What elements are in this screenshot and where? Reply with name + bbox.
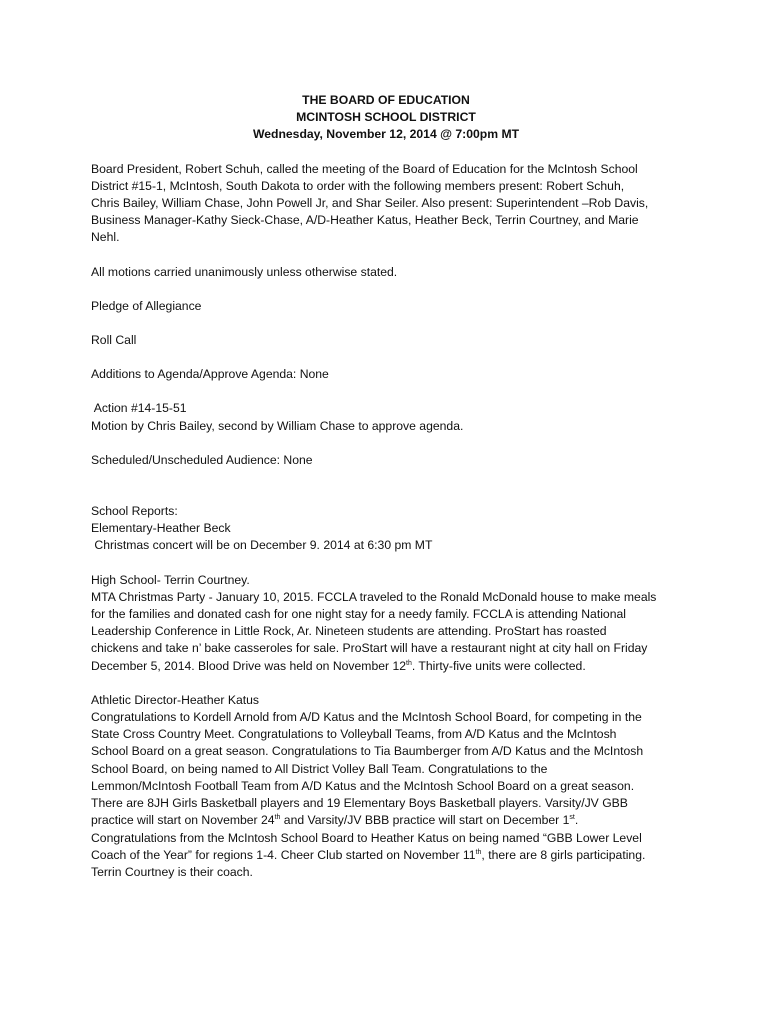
ordinal-suffix: th [274,814,281,822]
opening-paragraph [91,161,691,247]
high-school-line: chickens and take n’ bake casseroles for sale. ProStart will have a restaurant night at city hall on Friday [91,641,648,656]
athletic-text: practice will start on November 24 [91,813,275,828]
elementary-report-title: Elementary-Heather Beck [91,521,231,536]
athletic-line: There are 8JH Girls Basketball players and 19 Elementary Boys Basketball players. Varsity/JV GBB [91,796,628,811]
athletic-text: and Varsity/JV BBB practice will start on December 1 [280,813,570,828]
ordinal-suffix: th [406,659,412,667]
minutes-page [91,92,691,881]
header-district-name: MCINTOSH SCHOOL DISTRICT [296,110,476,125]
athletic-report [91,692,691,881]
ordinal-suffix: th [475,848,482,856]
athletic-line: State Cross Country Meet. Congratulations to Volleyball Teams, from A/D Katus and the McIntosh [91,727,617,742]
opening-line: Business Manager-Kathy Sieck-Chase, A/D-Heather Katus, Heather Beck, Terrin Courtney, and Marie [91,213,639,228]
opening-line: Chris Bailey, William Chase, John Powell Jr, and Shar Seiler. Also present: Superintendent –Rob Davis, [91,196,649,211]
athletic-text: , there are 8 girls participating. [481,847,646,862]
pledge-item: Pledge of Allegiance [91,298,202,313]
motions-note: All motions carried unanimously unless otherwise stated. [91,264,398,279]
document-header [81,92,691,144]
opening-line: District #15-1, McIntosh, South Dakota to order with the following members present: Robert Schuh, [91,178,625,193]
athletic-line: Lemmon/McIntosh Football Team from A/D Katus and the McIntosh School Board on a great season. [91,778,635,793]
school-reports-title: School Reports: [91,504,178,519]
high-school-text: December 5, 2014. Blood Drive was held on November 12 [91,658,407,673]
agenda-item: Additions to Agenda/Approve Agenda: None [91,367,329,382]
athletic-text: . [574,813,579,828]
athletic-line [91,812,691,829]
school-reports-block [91,503,691,555]
athletic-line: Congratulations to Kordell Arnold from A/D Katus and the McIntosh School Board, for competing in the [91,710,642,725]
high-school-line [91,658,691,675]
action-motion: Motion by Chris Bailey, second by William Chase to approve agenda. [91,418,464,433]
high-school-line: MTA Christmas Party - January 10, 2015. FCCLA traveled to the Ronald McDonald house to make meals [91,589,657,604]
athletic-line [91,847,691,864]
ordinal-suffix: st [569,814,575,822]
athletic-title: Athletic Director-Heather Katus [91,692,259,707]
roll-call-item: Roll Call [91,333,137,348]
opening-line: Board President, Robert Schuh, called the meeting of the Board of Education for the McIntosh School [91,161,638,176]
action-number: Action #14-15-51 [91,401,187,416]
athletic-line: Terrin Courtney is their coach. [91,864,253,879]
header-meeting-date: Wednesday, November 12, 2014 @ 7:00pm MT [252,127,520,142]
action-block [91,400,691,434]
elementary-report-text: Christmas concert will be on December 9. 2014 at 6:30 pm MT [91,538,433,553]
athletic-line: Congratulations from the McIntosh School Board to Heather Katus on being named “GBB Lower Level [91,830,642,845]
athletic-text: Coach of the Year” for regions 1-4. Cheer Club started on November 11 [91,847,476,862]
high-school-text: . Thirty-five units were collected. [411,658,586,673]
high-school-line: Leadership Conference in Little Rock, Ar. Nineteen students are attending. ProStart has roasted [91,624,607,639]
high-school-report [91,572,691,675]
opening-line: Nehl. [91,230,120,245]
audience-item: Scheduled/Unscheduled Audience: None [91,452,313,467]
athletic-line: School Board, on being named to All District Volley Ball Team. Congratulations to the [91,761,548,776]
high-school-line: for the families and donated cash for one night stay for a needy family. FCCLA is attending National [91,607,626,622]
header-board-title: THE BOARD OF EDUCATION [302,93,470,107]
athletic-line: School Board on a great season. Congratulations to Tia Baumberger from A/D Katus and the McIntosh [91,744,644,759]
high-school-title: High School- Terrin Courtney. [91,572,250,587]
